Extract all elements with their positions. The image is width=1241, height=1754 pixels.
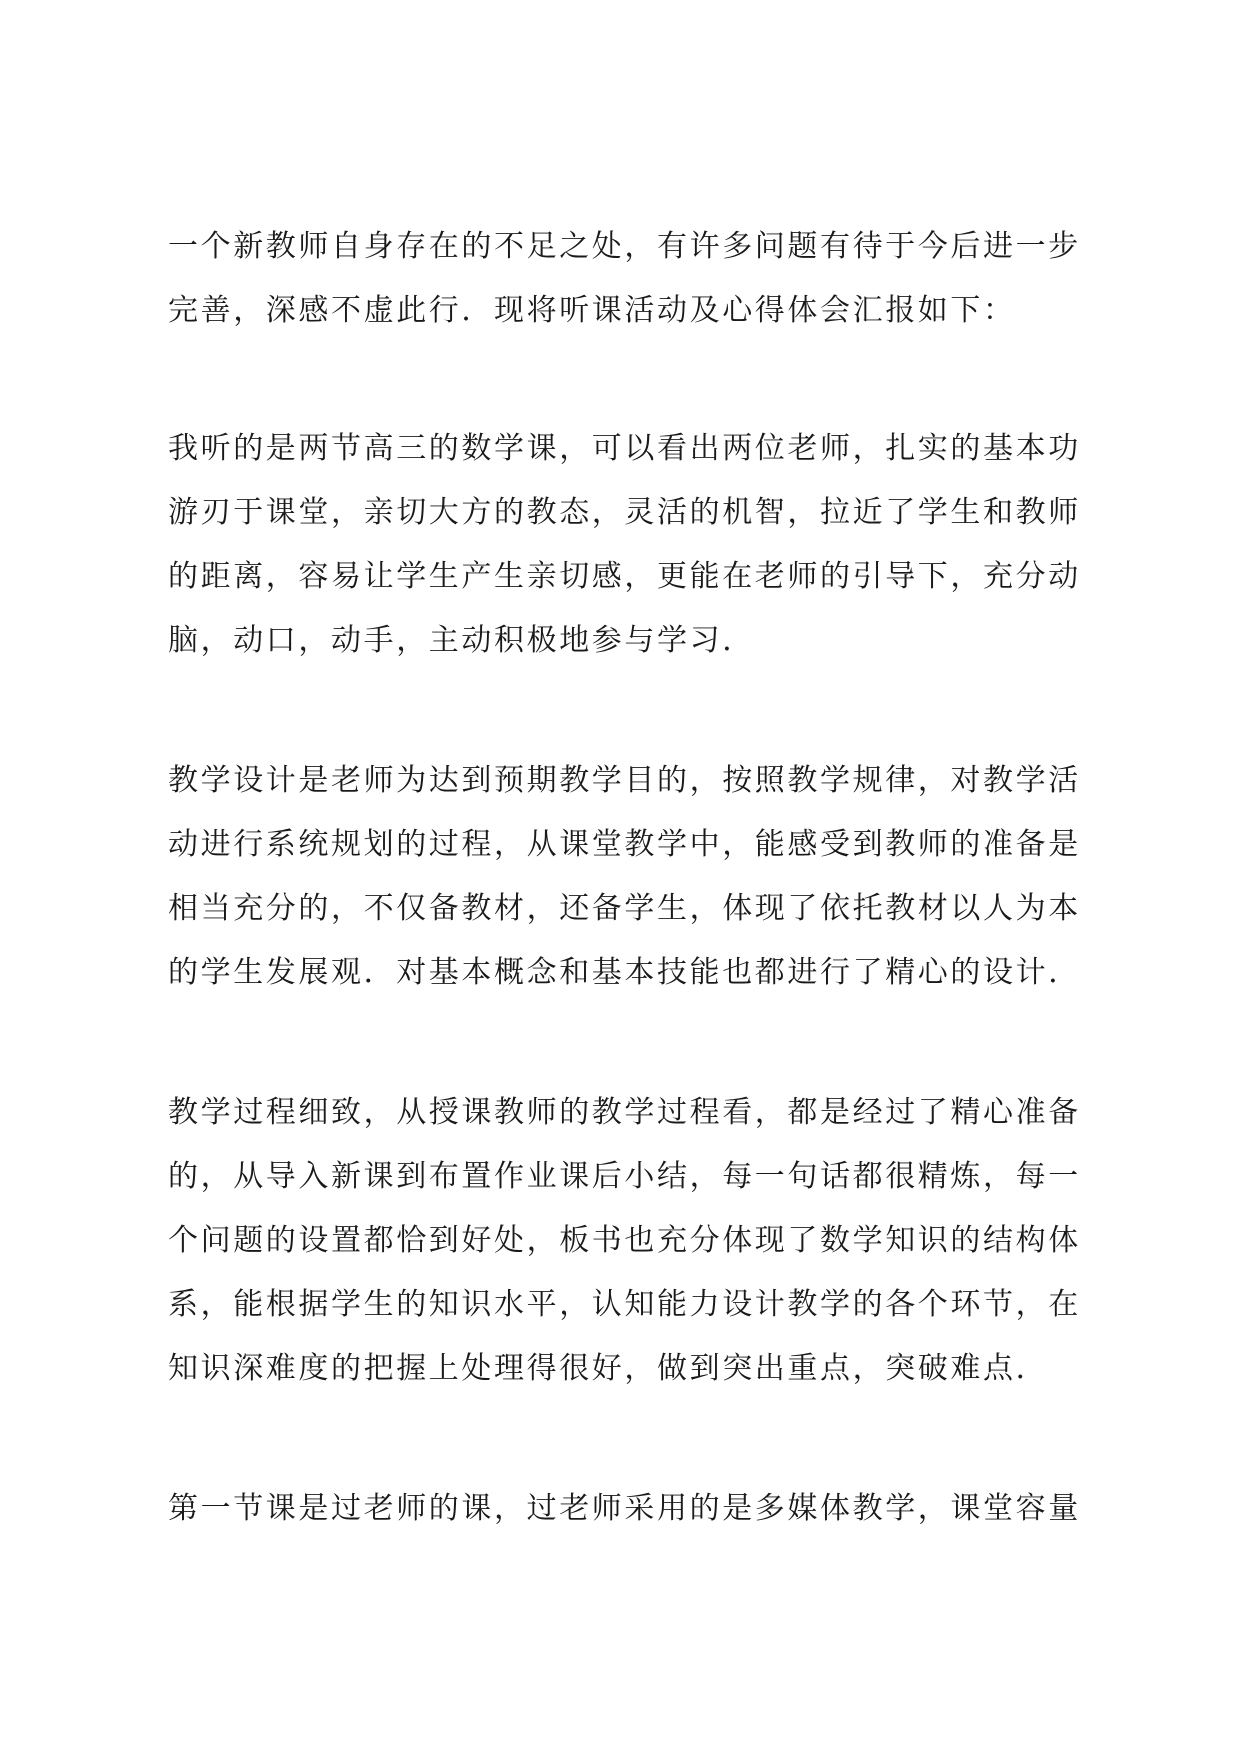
text-line: 教学设计是老师为达到预期教学目的，按照教学规律，对教学活 — [168, 763, 1081, 798]
text-line: 动进行系统规划的过程，从课堂教学中，能感受到教师的准备是 — [168, 827, 1081, 862]
text-line: 脑，动口，动手，主动积极地参与学习． — [168, 623, 755, 658]
text-line: 我听的是两节高三的数学课，可以看出两位老师，扎实的基本功 — [168, 431, 1081, 466]
paragraph-teaching-design — [168, 749, 1098, 1005]
text-line: 完善，深感不虚此行．现将听课活动及心得体会汇报如下： — [168, 293, 1016, 328]
paragraph-teaching-process — [168, 1081, 1098, 1401]
text-line: 的学生发展观．对基本概念和基本技能也都进行了精心的设计． — [168, 955, 1081, 990]
text-line: 教学过程细致，从授课教师的教学过程看，都是经过了精心准备 — [168, 1095, 1081, 1130]
text-line: 相当充分的，不仅备教材，还备学生，体现了依托教材以人为本 — [168, 891, 1081, 926]
text-line: 一个新教师自身存在的不足之处，有许多问题有待于今后进一步 — [168, 229, 1081, 264]
text-line: 的，从导入新课到布置作业课后小结，每一句话都很精炼，每一 — [168, 1159, 1081, 1194]
text-line: 游刃于课堂，亲切大方的教态，灵活的机智，拉近了学生和教师 — [168, 495, 1081, 530]
text-line: 第一节课是过老师的课，过老师采用的是多媒体教学，课堂容量 — [168, 1491, 1081, 1526]
text-line: 个问题的设置都恰到好处，板书也充分体现了数学知识的结构体 — [168, 1223, 1081, 1258]
paragraph-observation — [168, 417, 1098, 673]
text-line: 的距离，容易让学生产生亲切感，更能在老师的引导下，充分动 — [168, 559, 1081, 594]
paragraph-intro — [168, 215, 1098, 343]
text-line: 系，能根据学生的知识水平，认知能力设计教学的各个环节，在 — [168, 1287, 1081, 1322]
text-line: 知识深难度的把握上处理得很好，做到突出重点，突破难点． — [168, 1351, 1049, 1386]
paragraph-first-lesson — [168, 1477, 1098, 1541]
